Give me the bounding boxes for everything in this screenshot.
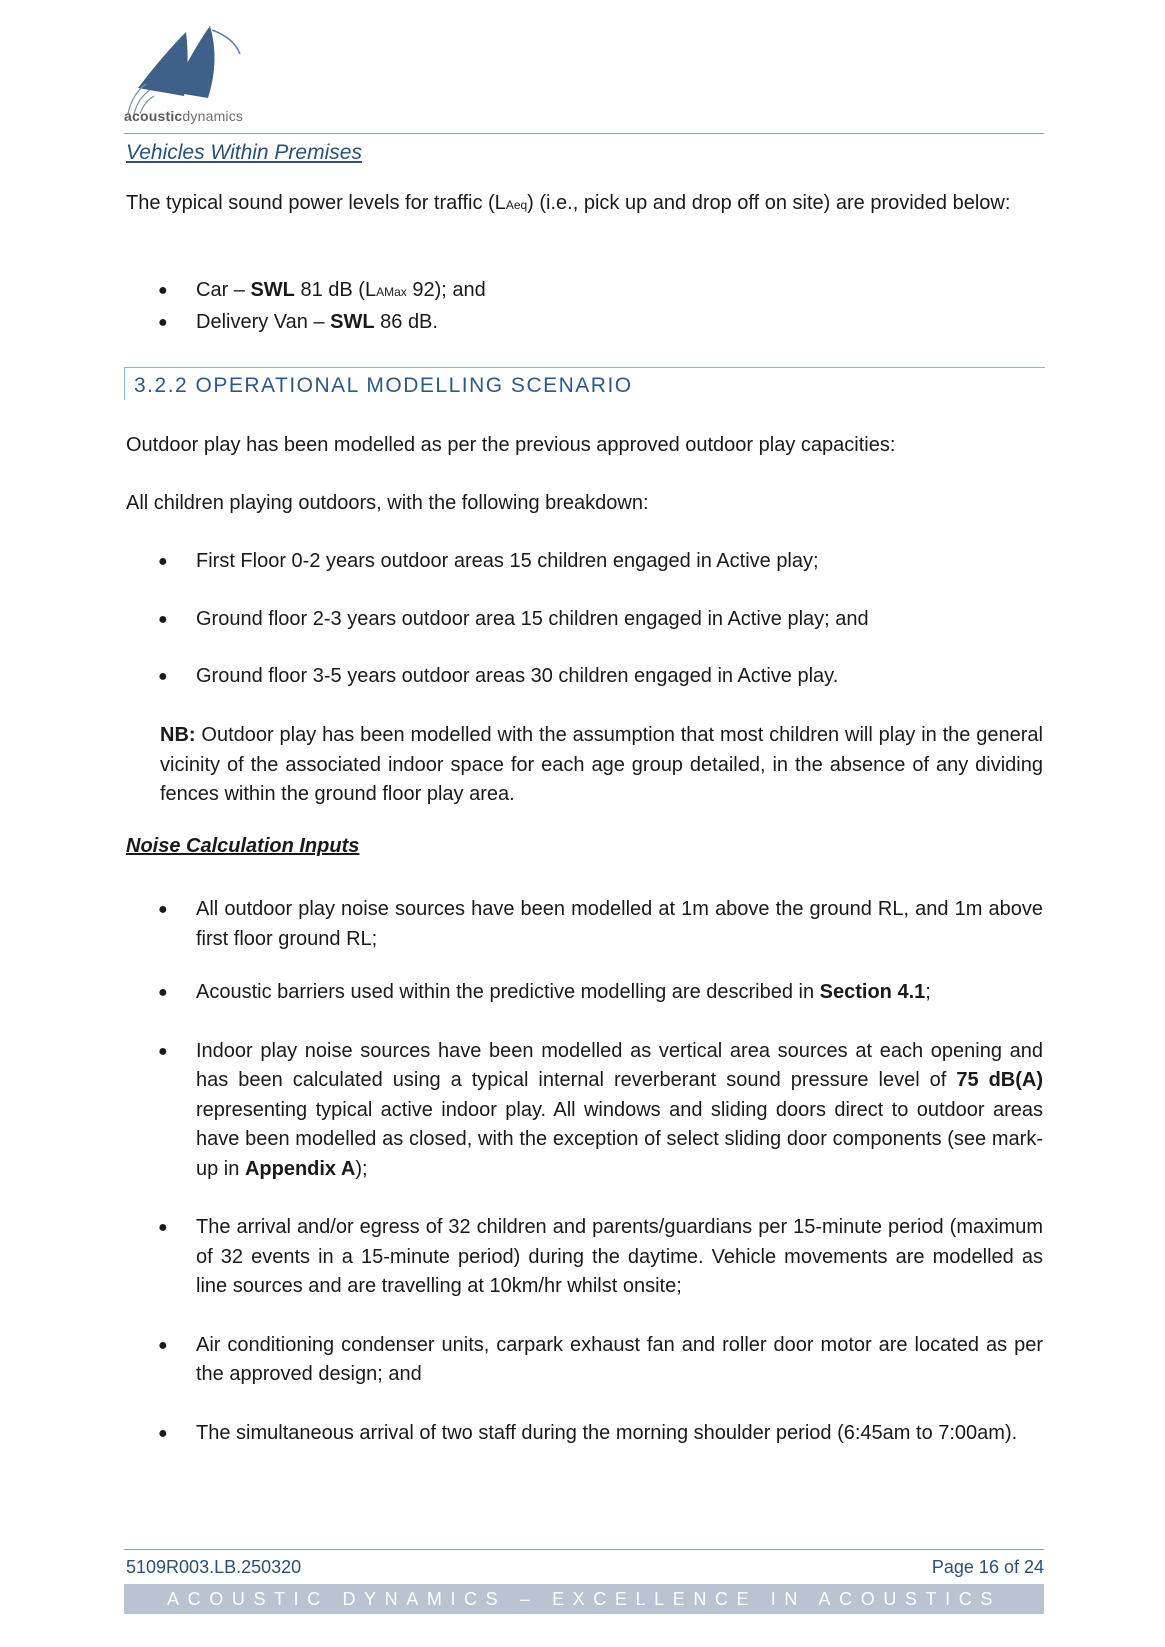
list-item: ● Ground floor 2-3 years outdoor area 15 children engaged in Active play; and (158, 607, 869, 630)
breakdown-list (126, 547, 1043, 692)
list-item: ● The simultaneous arrival of two staff during the morning shoulder period (6:45am to 7:00am). (158, 1421, 1018, 1444)
list-item: ● Car – SWL 81 dB (LAMax 92); and (158, 279, 486, 301)
logo-text-rest: dynamics (182, 108, 244, 124)
page-number: Page 16 of 24 (931, 1557, 1044, 1577)
list-item: ● First Floor 0-2 years outdoor areas 15 children engaged in Active play; (158, 550, 819, 572)
list-item: ● Air conditioning condenser units, carpark exhaust fan and roller door motor are located as per the approved design; and (158, 1333, 1043, 1385)
header-rule (124, 133, 1044, 134)
section-heading-3-2-2: 3.2.2 OPERATIONAL MODELLING SCENARIO (134, 374, 633, 397)
footer-rule (124, 1549, 1044, 1550)
noise-inputs-list (126, 895, 1043, 1448)
noise-inputs-heading: Noise Calculation Inputs (126, 835, 360, 857)
list-item: ● Acoustic barriers used within the predictive modelling are described in Section 4.1; (158, 981, 931, 1003)
footer-banner: ACOUSTIC DYNAMICS – EXCELLENCE IN ACOUSTICS (124, 1584, 1044, 1614)
list-item: ● Indoor play noise sources have been modelled as vertical area sources at each opening and has been calculated using a typical internal reverberant sound pressure level of 75 dB(A) representing typical active indoor play. All windows and sliding doors direct to outdoor areas have been modelled as closed, with the exception of select sliding door components (see mark-up in Appendix A); (158, 1039, 1043, 1180)
list-item: ● Ground floor 3-5 years outdoor areas 30 children engaged in Active play. (158, 665, 839, 687)
logo-text-bold: acoustic (124, 108, 183, 124)
nb-note: NB: Outdoor play has been modelled with the assumption that most children will play in the general vicinity of the associated indoor space for each age group detailed, in the absence of any dividing fences within the ground floor play area. (160, 724, 1043, 805)
logo-mark-icon (124, 24, 249, 114)
breakdown-paragraph: All children playing outdoors, with the following breakdown: (126, 492, 649, 514)
company-logo (124, 24, 249, 128)
scenario-paragraph: Outdoor play has been modelled as per the previous approved outdoor play capacities: (126, 434, 896, 456)
list-item: ● The arrival and/or egress of 32 children and parents/guardians per 15-minute period (maximum of 32 events in a 15-minute period) during the daytime. Vehicle movements are modelled as line sources and are travelling at 10km/hr whilst onsite; (158, 1216, 1043, 1297)
document-reference: 5109R003.LB.250320 (126, 1557, 302, 1577)
section-heading-vehicles: Vehicles Within Premises (126, 141, 362, 164)
intro-paragraph: The typical sound power levels for traffic (LAeq) (i.e., pick up and drop off on site) are provided below: (126, 192, 1011, 214)
list-item: ● Delivery Van – SWL 86 dB. (158, 310, 438, 333)
vehicle-list (126, 276, 1043, 337)
list-item: ● All outdoor play noise sources have been modelled at 1m above the ground RL, and 1m above first floor ground RL; (158, 898, 1043, 950)
